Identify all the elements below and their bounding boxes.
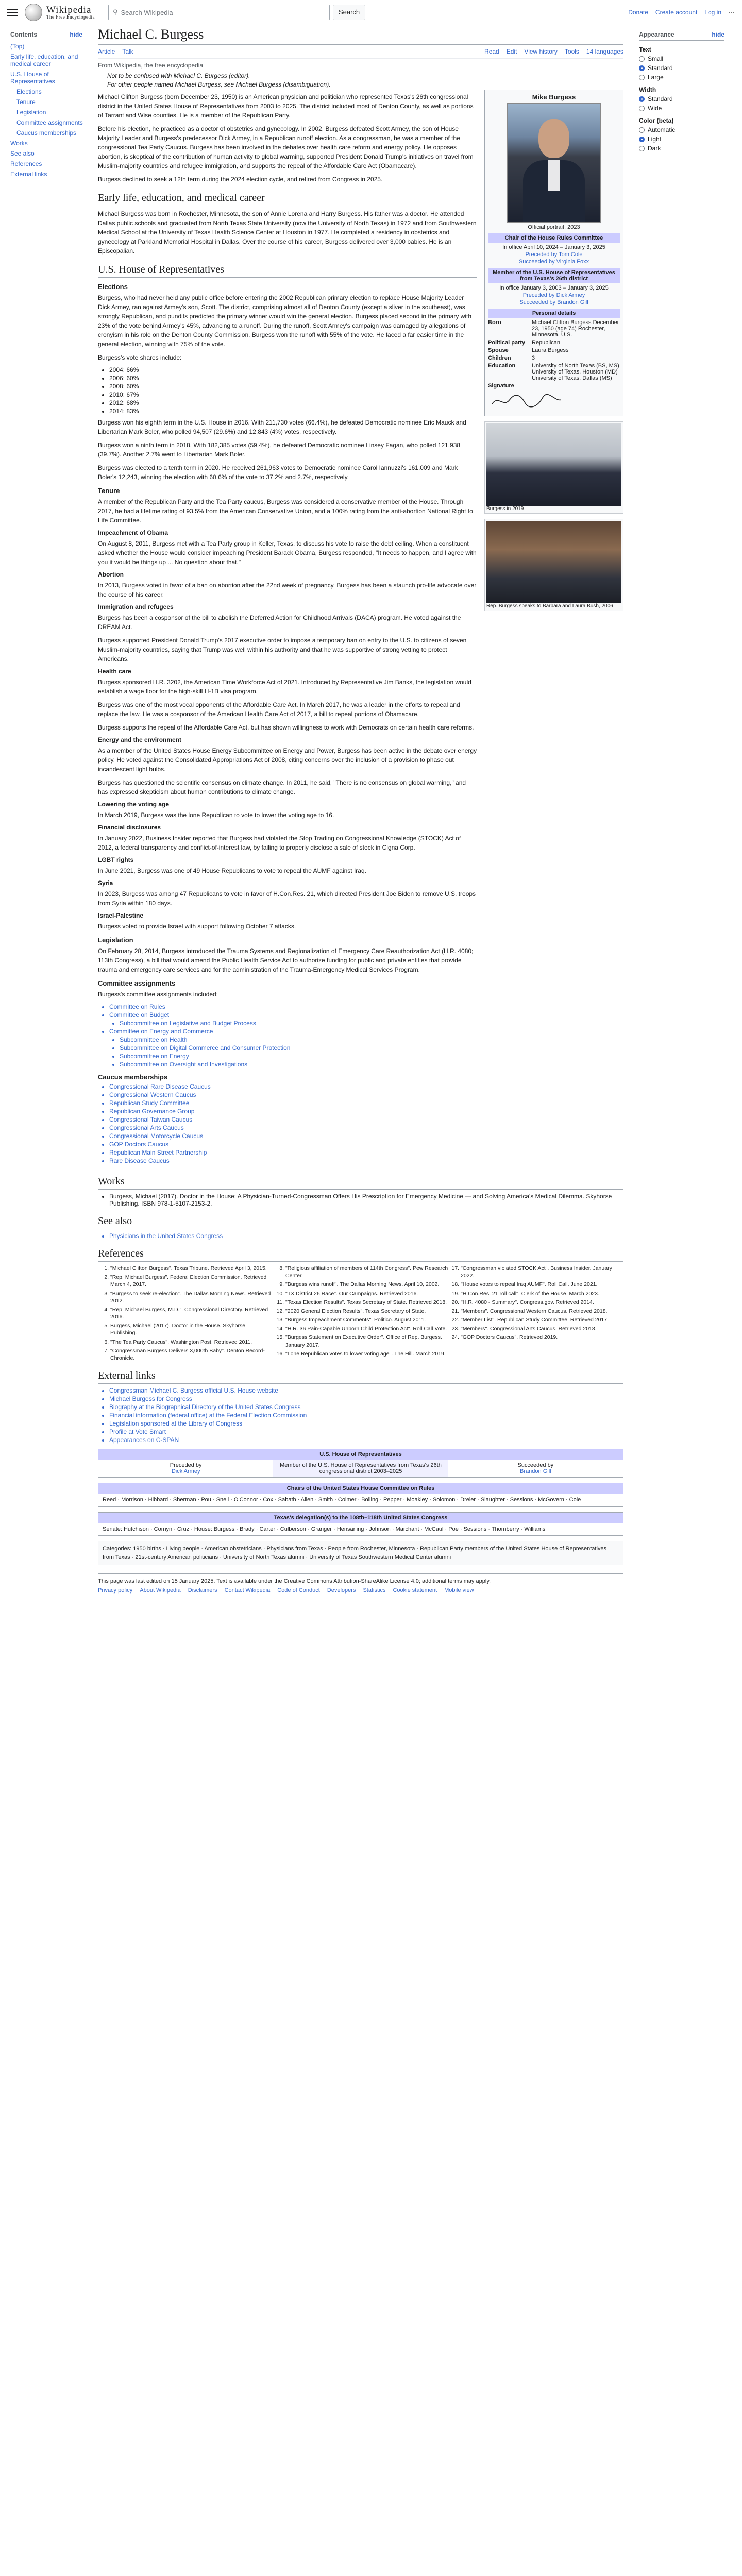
footer-text: This page was last edited on 15 January 2025. Text is available under the Creative Commons Attribution-ShareAlike License 4.0; additional terms may apply. (98, 1578, 491, 1585)
reference-item: 15. "Burgess Statement on Executive Order". Office of Rep. Burgess. January 2017. (285, 1334, 448, 1348)
toc-item[interactable]: See also (10, 150, 35, 157)
portrait-caption: Official portrait, 2023 (528, 224, 580, 230)
infobox-row (488, 355, 620, 361)
subsection-heading: Tenure (98, 487, 120, 495)
search-icon: ⚲ (112, 8, 118, 16)
reference-item: 9. "Burgess wins runoff". The Dallas Morning News. April 10, 2002. (285, 1281, 448, 1288)
external-link[interactable]: • Legislation sponsored at the Library of Congress (109, 1420, 623, 1427)
footer (98, 1573, 623, 1594)
reference-item: 16. "Lone Republican votes to lower voting age". The Hill. March 2019. (285, 1350, 448, 1358)
infobox-row (488, 347, 620, 353)
login-link[interactable]: Log in (704, 9, 721, 16)
radio-icon[interactable] (639, 137, 645, 142)
appearance-hide-button[interactable]: hide (712, 31, 724, 38)
toc-item[interactable]: Tenure (16, 98, 36, 106)
page-title: Michael C. Burgess (98, 27, 623, 45)
search-placeholder: Search Wikipedia (121, 8, 173, 16)
reference-item: 4. "Rep. Michael Burgess, M.D.". Congressional Directory. Retrieved 2016. (110, 1306, 273, 1320)
elections-text: Burgess was elected to a tenth term in 2020. He received 261,963 votes to Democratic nominee Carol Iannuzzi's 161,009 and Mark Boler's 12,243, winning the election with 60.6% of the vote to 37.2% and 2.7%, respectively. (98, 464, 458, 481)
top-bar (0, 0, 742, 25)
caucus-item[interactable]: • Congressional Motorcycle Caucus (109, 1132, 477, 1140)
toc-item[interactable]: Early life, education, and medical career (10, 53, 78, 67)
works-item: • Burgess, Michael (2017). Doctor in the House: A Physician-Turned-Congressman Offers His Prescription for Emergency Medicine — and Solving America's Medical Dilemma. Skyhorse Publishing. ISBN 978-1-5107-2153-2. (109, 1193, 623, 1207)
office-predecessor[interactable]: Preceded by Dick Armey (522, 292, 585, 298)
toc-list (10, 41, 88, 179)
vote-share-item: • 2014: 83% (109, 408, 477, 415)
immigration-text: Burgess supported President Donald Trump's 2017 executive order to impose a temporary ban on entry to the U.S. to citizens of seven Muslim-majority countries, saying that Trump was well within his authority and that he was supportive of strong vetting to protect Americans. (98, 637, 467, 663)
succession-prev-label: Preceded by (170, 1462, 202, 1469)
footer-links (98, 1587, 623, 1594)
office-predecessor[interactable]: Preceded by Tom Cole (525, 251, 583, 258)
committee-item[interactable]: • Subcommittee on Legislative and Budget Process (120, 1020, 477, 1027)
energy-text: As a member of the United States House Energy Subcommittee on Energy and Power, Burgess has been active in the debate over energy policy. He voted against the Consolidated Appropriations Act of 2008, citing concerns over the inclusion of a provision to phase out incandescent light bulbs. (98, 747, 477, 773)
subsection-heading: Committee assignments (98, 979, 176, 987)
infobox-name: Mike Burgess (532, 93, 576, 101)
elections-text: Burgess won a ninth term in 2018. With 182,385 votes (59.4%), he defeated Democratic nominee Linsey Fagan, who polled 121,938 (39.7%). Another 2.7% went to Libertarian Mark Boler. (98, 442, 461, 458)
succession-office: Member of the U.S. House of Representatives from Texas's 26th congressional district 2003–2025 (273, 1460, 448, 1477)
appearance-option[interactable] (639, 55, 724, 62)
office-header: Member of the U.S. House of Representatives from Texas's 26th district (488, 268, 620, 283)
reference-item: 19. "H.Con.Res. 21 roll call". Clerk of the House. March 2023. (461, 1290, 623, 1297)
elections-text: Burgess won his eighth term in the U.S. House in 2016. With 211,730 votes (66.4%), he defeated Democratic nominee Eric Mauck and Libertarian Mark Boler, who polled 94,507 (29.6%) and 12,843 (4%) votes, respectively. (98, 419, 466, 435)
energy-text: Burgess has questioned the scientific consensus on climate change. In 2011, he said, "There is no consensus on global warming," and has expressed skepticism about human contributions to climate change. (98, 779, 466, 795)
radio-icon[interactable] (639, 65, 645, 71)
subsection-heading: Syria (98, 879, 113, 887)
syria-text: In 2023, Burgess was among 47 Republicans to vote in favor of H.Con.Res. 21, which directed President Joe Biden to remove U.S. troops from Syria within 180 days. (98, 890, 476, 907)
reference-item: 24. "GOP Doctors Caucus". Retrieved 2019. (461, 1334, 623, 1341)
section-heading: External links (98, 1370, 623, 1384)
infobox-row-label: Children (488, 355, 511, 361)
infobox-row (488, 319, 620, 338)
appearance-option-label: Large (648, 74, 664, 81)
search-input[interactable] (108, 5, 330, 20)
subsection-heading: Caucus memberships (98, 1073, 168, 1081)
office-successor[interactable]: Succeeded by Brandon Gill (519, 299, 588, 306)
infobox-row-value: 3 (532, 355, 535, 361)
footer-link[interactable]: About Wikipedia (140, 1587, 181, 1594)
subsection-heading: Legislation (98, 936, 133, 944)
caucus-list (98, 1083, 477, 1164)
infobox-row-label: Signature (488, 383, 514, 389)
footer-link[interactable]: Code of Conduct (277, 1587, 320, 1594)
section-heading: U.S. House of Representatives (98, 264, 477, 278)
toc-title: Contents (10, 31, 37, 38)
office-term: In office April 10, 2024 – January 3, 2025 (502, 244, 605, 250)
vote-share-item: • 2008: 60% (109, 383, 477, 390)
infobox-row (488, 363, 620, 381)
logo-tagline: The Free Encyclopedia (46, 14, 95, 20)
external-link[interactable]: • Biography at the Biographical Directory of the United States Congress (109, 1403, 623, 1411)
health-text: Burgess supports the repeal of the Affordable Care Act, but has shown willingness to work with Democrats on certain health care reforms. (98, 724, 474, 731)
caucus-item[interactable]: • Republican Study Committee (109, 1099, 477, 1107)
article-aside (484, 90, 623, 1167)
section-heading: Works (98, 1176, 623, 1190)
donate-link[interactable]: Donate (628, 9, 648, 16)
subsection-heading: Health care (98, 668, 131, 675)
from-wikipedia: From Wikipedia, the free encyclopedia (98, 62, 204, 69)
thumbnail[interactable] (484, 421, 623, 514)
wikipedia-logo[interactable] (25, 4, 95, 21)
globe-icon (25, 4, 42, 21)
toc-item[interactable]: References (10, 160, 42, 167)
appearance-option-label: Small (648, 55, 664, 62)
infobox-row-value: Republican (532, 340, 561, 346)
infobox-row (488, 340, 620, 346)
reference-item: 22. "Member List". Republican Study Committee. Retrieved 2017. (461, 1316, 623, 1324)
reference-item: 1. "Michael Clifton Burgess". Texas Tribune. Retrieved April 3, 2015. (110, 1265, 273, 1272)
section-heading: See also (98, 1215, 623, 1229)
caucus-item[interactable]: • Congressional Arts Caucus (109, 1124, 477, 1131)
footer-link[interactable]: Cookie statement (393, 1587, 437, 1594)
tenure-text: A member of the Republican Party and the Tea Party caucus, Burgess was considered a conservative member of the House. Through 2017, he had a lifetime rating of 93.5% from the American Conservative Union, and a 100% rating from the anti-abortion National Right to Life Committee. (98, 498, 473, 524)
appearance-option[interactable] (639, 126, 724, 133)
appearance-option[interactable] (639, 105, 724, 112)
succession-header: U.S. House of Representatives (98, 1449, 623, 1460)
appearance-title: Appearance (639, 31, 674, 38)
tab-read[interactable]: Read (484, 48, 499, 55)
navbox-title[interactable]: Chairs of the United States House Committee on Rules (98, 1483, 623, 1494)
succession-next-label: Succeeded by (517, 1462, 554, 1469)
toc-sidebar (0, 25, 88, 1594)
toc-item[interactable]: (Top) (10, 43, 25, 50)
vote-share-list (98, 366, 477, 415)
appearance-option[interactable] (639, 64, 724, 72)
reference-item: 10. "TX District 26 Race". Our Campaigns. Retrieved 2016. (285, 1290, 448, 1297)
health-text: Burgess sponsored H.R. 3202, the American Time Workforce Act of 2021. Introduced by Representative Jim Banks, the legislation would establish a wage floor for the high-skill H-1B visa program. (98, 679, 471, 695)
succession-next[interactable]: Brandon Gill (520, 1468, 551, 1475)
immigration-text: Burgess has been a cosponsor of the bill to abolish the Deferred Action for Childhood Arrivals (DACA) program. He voted against the DREAM Act. (98, 614, 461, 631)
toc-hide-button[interactable]: hide (70, 31, 82, 38)
toc-item[interactable]: Legislation (16, 109, 46, 116)
office-term: In office January 3, 2003 – January 3, 2025 (499, 285, 609, 291)
radio-icon[interactable] (639, 127, 645, 133)
radio-icon[interactable] (639, 146, 645, 151)
toc-item[interactable]: External links (10, 171, 47, 178)
subsection-heading: LGBT rights (98, 856, 134, 863)
navbox (98, 1512, 623, 1536)
reference-item: 7. "Congressman Burgess Delivers 3,000th Baby". Denton Record-Chronicle. (110, 1347, 273, 1362)
main-menu-icon[interactable] (7, 9, 18, 16)
toc-item[interactable]: Committee assignments (16, 119, 83, 126)
reference-item: 20. "H.R. 4080 - Summary". Congress.gov. Retrieved 2014. (461, 1299, 623, 1306)
appearance-option[interactable] (639, 74, 724, 81)
toc-item[interactable]: U.S. House of Representatives (10, 71, 55, 85)
infobox (484, 90, 623, 416)
succession-box (98, 1449, 623, 1478)
subsection-heading: Immigration and refugees (98, 603, 174, 611)
lead-paragraph: Michael Clifton Burgess (born December 23, 1950) is an American physician and politician who represented Texas's 26th congressional district in the United States House of Representatives from 2003 to 2025. The district included most of Denton County, as well as portions of Tarrant and Wise counties. He is a member of the Republican Party. (98, 93, 474, 119)
infobox-row-label: Spouse (488, 347, 509, 353)
search-button[interactable] (333, 5, 365, 20)
toc-item[interactable]: Caucus memberships (16, 129, 77, 137)
details-header: Personal details (488, 309, 620, 318)
appearance-option[interactable] (639, 145, 724, 152)
vote-share-item: • 2012: 68% (109, 399, 477, 406)
caucus-item[interactable]: • Congressional Taiwan Caucus (109, 1116, 477, 1123)
committee-list (98, 1003, 477, 1068)
section-heading: Early life, education, and medical career (98, 192, 477, 206)
vote-share-item: • 2006: 60% (109, 375, 477, 382)
infobox-row-value: Laura Burgess (532, 347, 569, 353)
abortion-text: In 2013, Burgess voted in favor of a ban on abortion after the 22nd week of pregnancy. Burgess has been a staunch pro-life advocate over the course of his career. (98, 582, 477, 598)
subsection-heading: Impeachment of Obama (98, 529, 168, 536)
vote-share-item: • 2010: 67% (109, 391, 477, 398)
external-link[interactable]: • Michael Burgess for Congress (109, 1395, 623, 1402)
appearance-option[interactable] (639, 95, 724, 103)
impeachment-text: On August 8, 2011, Burgess met with a Tea Party group in Keller, Texas, to discuss his vote to raise the debt ceiling. When a constituent asked whether the House would consider impeaching President Barack Obama, Burgess responded, "It needs to happen, and I agree with you it would be things up ... No question about that." (98, 540, 477, 566)
reference-item: 21. "Members". Congressional Western Caucus. Retrieved 2018. (461, 1308, 623, 1315)
toc-item[interactable]: Elections (16, 88, 42, 95)
committee-item[interactable]: • Subcommittee on Health (120, 1036, 477, 1043)
appearance-option-label: Automatic (648, 126, 676, 133)
committee-item[interactable]: • Subcommittee on Digital Commerce and Consumer Protection (120, 1044, 477, 1052)
radio-icon[interactable] (639, 106, 645, 111)
succession-prev[interactable]: Dick Armey (171, 1468, 200, 1475)
caucus-item[interactable]: • GOP Doctors Caucus (109, 1141, 477, 1148)
financial-text: In January 2022, Business Insider reported that Burgess had violated the Stop Trading on Congressional Knowledge (STOCK) Act of 2012, a federal transparency and conflict-of-interest law, by failing to properly disclose a sale of stock in Cigna Corp. (98, 835, 461, 851)
hatnote: Not to be confused with Michael C. Burgess (editor). (107, 72, 250, 79)
health-text: Burgess was one of the most vocal opponents of the Affordable Care Act. In March 2017, he was a leader in the efforts to repeal and replace the law. He was a cosponsor of the American Health Care Act of 2017, a bill to repeal portions of Obamacare. (98, 701, 460, 718)
caucus-item[interactable]: • Republican Main Street Partnership (109, 1149, 477, 1156)
color-label: Color (beta) (639, 117, 674, 124)
tab-history[interactable]: View history (524, 48, 558, 55)
logo-title: Wikipedia (46, 5, 92, 15)
footer-link[interactable]: Mobile view (444, 1587, 474, 1594)
article-main (88, 25, 634, 1594)
navbox-title[interactable]: Texas's delegation(s) to the 108th–118th United States Congress (98, 1513, 623, 1523)
footer-link[interactable]: Contact Wikipedia (224, 1587, 271, 1594)
infobox-row-value: Michael Clifton Burgess December 23, 1950 (age 74) Rochester, Minnesota, U.S. (532, 319, 619, 338)
lead-paragraph: Burgess declined to seek a 12th term during the 2024 election cycle, and retired from Congress in 2025. (98, 176, 383, 183)
subsection-heading: Elections (98, 283, 128, 291)
infobox-row (488, 383, 620, 389)
languages-button[interactable]: 14 languages (586, 48, 623, 55)
thumbnail[interactable] (484, 519, 623, 611)
appearance-option[interactable] (639, 135, 724, 143)
reference-item: 11. "Texas Election Results". Texas Secretary of State. Retrieved 2018. (285, 1299, 448, 1306)
external-link[interactable]: • Appearances on C-SPAN (109, 1436, 623, 1444)
categories-box: Categories: 1950 births · Living people · American obstetricians · Physicians from Texas · People from Rochester, Minnesota · Republican Party members of the United States House of Representatives from Texas · 21st-century American politicians · University of North Texas alumni · University of Texas Southwestern Medical Center alumni (98, 1541, 623, 1565)
appearance-option-label: Wide (648, 105, 662, 112)
reference-item: 3. "Burgess to seek re-election". The Dallas Morning News. Retrieved 2012. (110, 1290, 273, 1304)
footer-link[interactable]: Developers (327, 1587, 356, 1594)
elections-text: Burgess's vote shares include: (98, 354, 182, 361)
committee-item[interactable]: • Subcommittee on Energy (120, 1053, 477, 1060)
search-button-label: Search (338, 8, 360, 16)
infobox-row-label: Political party (488, 340, 526, 346)
caucus-item[interactable]: • Congressional Rare Disease Caucus (109, 1083, 477, 1090)
reference-item: 13. "Burgess Impeachment Comments". Politico. August 2011. (285, 1316, 448, 1324)
office-successor[interactable]: Succeeded by Virginia Foxx (518, 259, 589, 265)
appearance-option-label: Standard (648, 64, 673, 72)
committee-item[interactable]: • Committee on Energy and Commerce (109, 1028, 477, 1035)
portrait-image[interactable] (507, 103, 601, 223)
footer-link[interactable]: Privacy policy (98, 1587, 133, 1594)
appearance-option-label: Light (648, 135, 662, 143)
subsection-heading: Financial disclosures (98, 824, 161, 831)
tab-article[interactable]: Article (98, 48, 115, 55)
external-link[interactable]: • Congressman Michael C. Burgess official U.S. House website (109, 1387, 623, 1394)
see-also-link[interactable]: • Physicians in the United States Congress (109, 1232, 623, 1240)
voting-age-text: In March 2019, Burgess was the lone Republican to vote to lower the voting age to 16. (98, 811, 334, 819)
tab-tools[interactable]: Tools (564, 48, 579, 55)
caucus-item[interactable]: • Republican Governance Group (109, 1108, 477, 1115)
footer-link[interactable]: Statistics (363, 1587, 386, 1594)
early-life-text: Michael Burgess was born in Rochester, Minnesota, the son of Annie Lorena and Harry Burgess. His father was a doctor. He attended Dallas public schools and graduated from North Texas State University (now the University of North Texas) in 1972 and from Southwestern Medical School at the University of Texas Health Science Center at Houston in 1977. He completed a residency in obstetrics and gynecology at Parkland Memorial Hospital in Dallas. Over the course of his career, Burgess delivered over 3,000 babies. He is an Episcopalian. (98, 210, 477, 255)
infobox-rows (488, 319, 620, 389)
footer-link[interactable]: Disclaimers (188, 1587, 217, 1594)
committee-item[interactable]: • Committee on Rules (109, 1003, 477, 1010)
infobox-row-label: Education (488, 363, 516, 369)
thumbnail-caption: Rep. Burgess speaks to Barbara and Laura Bush, 2006 (486, 603, 613, 609)
subsection-heading: Abortion (98, 571, 124, 578)
references-list (98, 1265, 623, 1362)
lgbt-text: In June 2021, Burgess was one of 49 House Republicans to vote to repeal the AUMF against Iraq. (98, 867, 366, 874)
office-header: Chair of the House Rules Committee (488, 233, 620, 243)
radio-icon[interactable] (639, 56, 645, 62)
more-icon[interactable]: ⋯ (729, 9, 735, 16)
width-label: Width (639, 86, 656, 93)
tab-talk[interactable]: Talk (122, 48, 133, 55)
subsection-heading: Israel-Palestine (98, 912, 144, 919)
caucus-item[interactable]: • Congressional Western Caucus (109, 1091, 477, 1098)
external-links-list (98, 1387, 623, 1444)
radio-icon[interactable] (639, 96, 645, 102)
external-link[interactable]: • Profile at Vote Smart (109, 1428, 623, 1435)
legislation-text: On February 28, 2014, Burgess introduced the Trauma Systems and Regionalization of Emergency Care Reauthorization Act (H.R. 4080; 113th Congress), a bill that would amend the Public Health Service Act to authorize funding for public and private entities that provide trauma and emergency care services and for the administration of the Trauma-Emergency Medical Services Program. (98, 947, 474, 973)
navbox-body: Reed · Morrison · Hibbard · Sherman · Pou · Snell · O'Connor · Cox · Sabath · Allen · Smith · Colmer · Bolling · Pepper · Moakley · Solomon · Dreier · Slaughter · Sessions · McGovern · Cole (103, 1497, 581, 1503)
navbox-body: Senate: Hutchison · Cornyn · Cruz · House: Burgess · Brady · Carter · Culberson · Granger · Hensarling · Johnson · Marchant · McCaul · Poe · Sessions · Thornberry · Williams (103, 1526, 546, 1532)
infobox-row-value: University of North Texas (BS, MS) University of Texas, Houston (MD) University of Texas, Dallas (MS) (532, 363, 619, 381)
reference-item: 14. "H.R. 36 Pain-Capable Unborn Child Protection Act". Roll Call Vote. (285, 1325, 448, 1332)
text-size-label: Text (639, 46, 651, 53)
reference-item: 6. "The Tea Party Caucus". Washington Post. Retrieved 2011. (110, 1338, 273, 1346)
vote-share-item: • 2004: 66% (109, 366, 477, 374)
israel-text: Burgess voted to provide Israel with support following October 7 attacks. (98, 923, 296, 930)
reference-item: 12. "2020 General Election Results". Texas Secretary of State. (285, 1308, 448, 1315)
section-heading: References (98, 1248, 623, 1262)
reference-item: 18. "House votes to repeal Iraq AUMF". Roll Call. June 2021. (461, 1281, 623, 1288)
subsection-heading: Lowering the voting age (98, 801, 170, 808)
appearance-option-label: Standard (648, 95, 673, 103)
caucus-item[interactable]: • Rare Disease Caucus (109, 1157, 477, 1164)
tab-edit[interactable]: Edit (506, 48, 517, 55)
create-account-link[interactable]: Create account (655, 9, 698, 16)
committee-item[interactable]: • Committee on Budget (109, 1011, 477, 1019)
hatnote: For other people named Michael Burgess, see Michael Burgess (disambiguation). (107, 81, 331, 88)
subsection-heading: Energy and the environment (98, 736, 182, 743)
infobox-row-value (532, 383, 620, 389)
committee-item[interactable]: • Subcommittee on Oversight and Investigations (120, 1061, 477, 1068)
thumbnail-caption: Burgess in 2019 (486, 506, 524, 512)
reference-item: 8. "Religious affiliation of members of 114th Congress". Pew Research Center. (285, 1265, 448, 1279)
external-link[interactable]: • Financial information (federal office) at the Federal Election Commission (109, 1412, 623, 1419)
lead-paragraph: Before his election, he practiced as a doctor of obstetrics and gynecology. In 2002, Burgess defeated Scott Armey, the son of House Majority Leader and Burgess's predecessor Dick Armey, in a Republican runoff election. As a congressman, he was a member of the congressional Tea Party Caucus. Burgess has been involved in the debates over health care reform and energy policy. He opposes abortion, is skeptical of the contribution of human activity to global warming, supported President Donald Trump's initiatives on travel from Muslim-majority countries and refugee immigration, and supports the repeal of the Affordable Care Act (Obamacare). (98, 125, 474, 170)
committees-intro: Burgess's committee assignments included: (98, 991, 218, 998)
elections-text: Burgess, who had never held any public office before entering the 2002 Republican primary election to replace House Majority Leader Dick Armey, ran against Armey's son, Scott. The district, comprising almost all of Denton County (except a sliver in the southeast), was strongly Republican, and pundits predicted the primary winner would win the general election. Burgess placed second in the primary with 23% of the vote behind Armey's 45%, advancing to a runoff. During the runoff, Scott Armey's campaign was damaged by allegations of cronyism in his role on the Denton County Commission. Burgess won the runoff with 55% of the vote. He faced a far easier time in the general election, winning with 75% of the vote. (98, 294, 472, 348)
signature-image (488, 393, 565, 409)
page-tabs (98, 45, 623, 59)
reference-item: 2. "Rep. Michael Burgess". Federal Election Commission. Retrieved March 4, 2017. (110, 1274, 273, 1288)
radio-icon[interactable] (639, 75, 645, 80)
navbox (98, 1483, 623, 1507)
reference-item: 17. "Congressman violated STOCK Act". Business Insider. January 2022. (461, 1265, 623, 1279)
appearance-panel (634, 25, 732, 1594)
infobox-row-label: Born (488, 319, 501, 326)
appearance-option-label: Dark (648, 145, 661, 152)
reference-item: 5. Burgess, Michael (2017). Doctor in the House. Skyhorse Publishing. (110, 1322, 273, 1336)
reference-item: 23. "Members". Congressional Arts Caucus. Retrieved 2018. (461, 1325, 623, 1332)
toc-item[interactable]: Works (10, 140, 28, 147)
